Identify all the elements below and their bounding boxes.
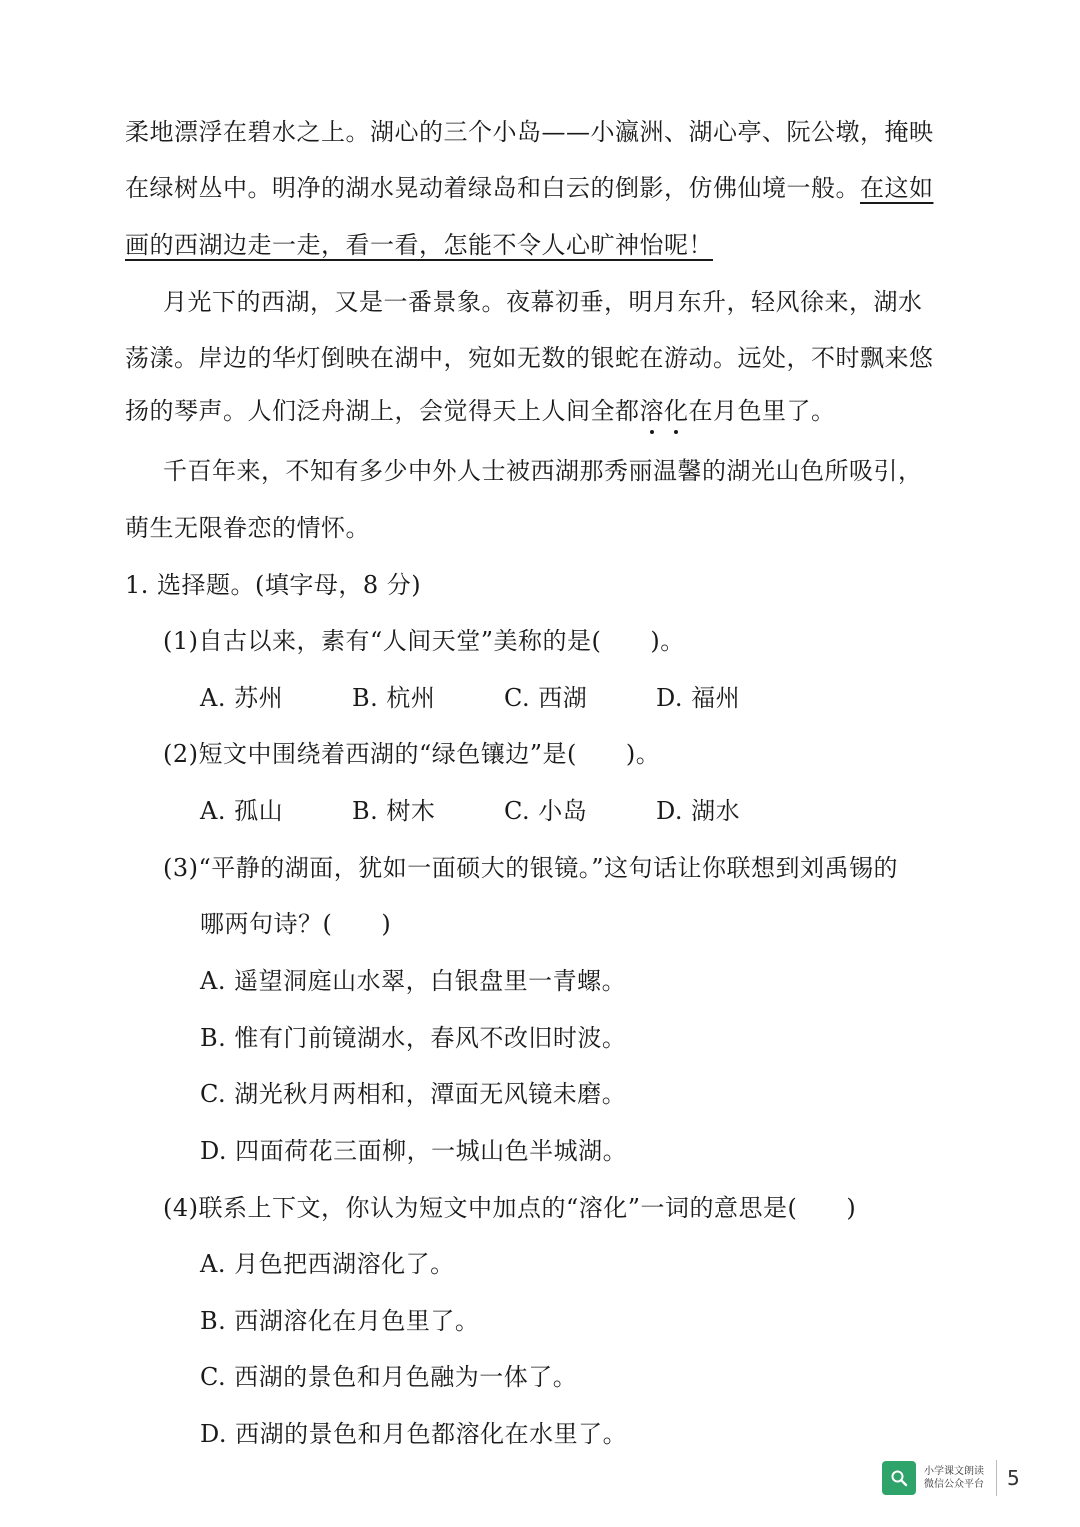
passage-line [125,395,965,427]
option: A. 月色把西湖溶化了。 [200,1250,455,1278]
dotted-char: 化 [664,397,689,425]
option: A. 苏州 [200,684,284,712]
passage-line: 千百年来，不知有多少中外人士被西湖那秀丽温馨的湖光山色所吸引， [163,457,923,485]
footer-divider [996,1460,997,1496]
question-stem: (4)联系上下文，你认为短文中加点的“溶化”一词的意思是( ) [163,1194,857,1222]
search-icon [890,1469,908,1487]
question-stem: (1)自古以来，素有“人间天堂”美称的是( )。 [163,627,685,655]
passage-line: 柔地漂浮在碧水之上。湖心的三个小岛——小瀛洲、湖心亭、阮公墩，掩映 [125,118,934,146]
option: D. 四面荷花三面柳，一城山色半城湖。 [200,1137,628,1165]
options-row [200,795,1040,827]
page-footer [882,1460,1020,1496]
option: C. 西湖 [504,684,588,712]
option: A. 孤山 [200,797,284,825]
page-number: 5 [1007,1466,1020,1490]
option: B. 树木 [352,797,436,825]
passage-line: 荡漾。岸边的华灯倒映在湖中，宛如无数的银蛇在游动。远处，不时飘来悠 [125,344,934,372]
option: C. 西湖的景色和月色融为一体了。 [200,1363,578,1391]
brand-line: 微信公众平台 [924,1479,984,1490]
underlined-sentence: 画的西湖边走一走，看一看，怎能不令人心旷神怡呢！ [125,231,713,259]
option: B. 西湖溶化在月色里了。 [200,1307,480,1335]
option: C. 小岛 [504,797,588,825]
option: B. 惟有门前镜湖水，春风不改旧时波。 [200,1024,627,1052]
question-title: 1. 选择题。(填字母，8 分) [125,571,422,599]
passage-line: 萌生无限眷恋的情怀。 [125,514,370,542]
passage-line: 月光下的西湖，又是一番景象。夜幕初垂，明月东升，轻风徐来，湖水 [163,288,923,316]
passage-text: 扬的琴声。人们泛舟湖上，会觉得天上人间全都 [125,397,640,425]
question-stem: 哪两句诗？( ) [200,910,392,938]
brand-line: 小学课文朗读 [924,1466,984,1477]
option: D. 西湖的景色和月色都溶化在水里了。 [200,1420,628,1448]
option: A. 遥望洞庭山水翠，白银盘里一青螺。 [200,967,627,995]
wechat-badge [882,1461,916,1495]
options-row [200,682,1040,714]
passage-text: 在月色里了。 [688,397,836,425]
underlined-sentence: 在这如 [860,174,934,202]
brand-text [924,1465,984,1491]
option: B. 杭州 [352,684,436,712]
question-stem: (3)“平静的湖面，犹如一面硕大的银镜。”这句话让你联想到刘禹锡的 [163,854,899,882]
option: D. 湖水 [656,797,741,825]
question-stem: (2)短文中围绕着西湖的“绿色镶边”是( )。 [163,740,661,768]
passage-text: 在绿树丛中。明净的湖水晃动着绿岛和白云的倒影，仿佛仙境一般。 [125,174,860,202]
dotted-char: 溶 [639,397,664,425]
passage-line [125,172,965,204]
option: D. 福州 [656,684,741,712]
option: C. 湖光秋月两相和，潭面无风镜未磨。 [200,1080,627,1108]
passage-line [125,229,965,261]
